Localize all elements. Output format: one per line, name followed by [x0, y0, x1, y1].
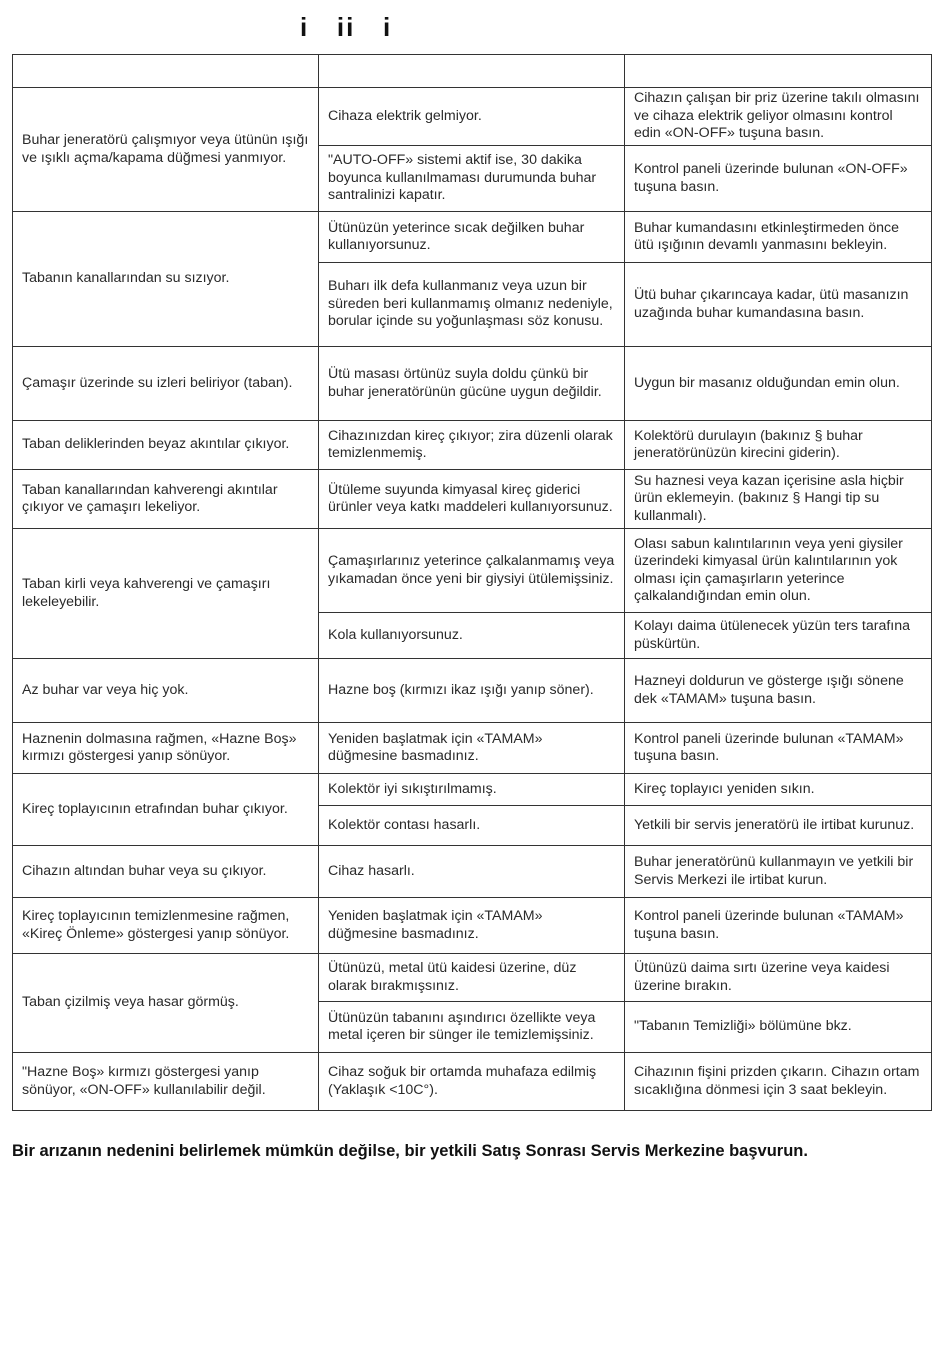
table-row [13, 659, 932, 723]
cause-cell: "AUTO-OFF» sistemi aktif ise, 30 dakika boyunca kullanılmaması durumunda buhar santralinizi kapatır. [319, 146, 625, 212]
solution-cell: Kireç toplayıcı yeniden sıkın. [625, 774, 932, 806]
cause-cell: Ütünüzü, metal ütü kaidesi üzerine, düz olarak bırakmışsınız. [319, 954, 625, 1002]
table-row [13, 88, 932, 146]
problem-cell: Tabanın kanallarından su sızıyor. [13, 212, 319, 347]
table-row [13, 212, 932, 263]
header-row [13, 55, 932, 88]
cause-cell: Cihaz soğuk bir ortamda muhafaza edilmiş (Yaklaşık <10C°). [319, 1053, 625, 1111]
cause-cell: Cihazınızdan kireç çıkıyor; zira düzenli olarak temizlenmemiş. [319, 421, 625, 470]
cause-cell: Kolektör contası hasarlı. [319, 806, 625, 846]
table-row [13, 846, 932, 898]
table-row [13, 347, 932, 421]
solution-cell: Buhar jeneratörünü kullanmayın ve yetkili bir Servis Merkezi ile irtibat kurun. [625, 846, 932, 898]
problem-cell: Taban çizilmiş veya hasar görmüş. [13, 954, 319, 1053]
solution-cell: Cihazın çalışan bir priz üzerine takılı olmasını ve cihaza elektrik geliyor olmasını kontrol edin «ON-OFF» tuşuna basın. [625, 88, 932, 146]
header-problem [13, 55, 319, 88]
cause-cell: Ütü masası örtünüz suyla doldu çünkü bir buhar jeneratörünün gücüne uygun değildir. [319, 347, 625, 421]
solution-cell: Ütünüzü daima sırtı üzerine veya kaidesi üzerine bırakın. [625, 954, 932, 1002]
problem-cell: Çamaşır üzerinde su izleri beliriyor (taban). [13, 347, 319, 421]
table-row [13, 421, 932, 470]
table-row [13, 529, 932, 613]
table-row [13, 470, 932, 529]
solution-cell: Cihazının fişini prizden çıkarın. Cihazın ortam sıcaklığına dönmesi için 3 saat bekleyin. [625, 1053, 932, 1111]
solution-cell: Uygun bir masanız olduğundan emin olun. [625, 347, 932, 421]
cause-cell: Çamaşırlarınız yeterince çalkalanmamış veya yıkamadan önce yeni bir giysiyi ütülemişsiniz. [319, 529, 625, 613]
solution-cell: Buhar kumandasını etkinleştirmeden önce ütü ışığının devamlı yanmasını bekleyin. [625, 212, 932, 263]
solution-cell: Hazneyi doldurun ve gösterge ışığı sönene dek «TAMAM» tuşuna basın. [625, 659, 932, 723]
solution-cell: Ütü buhar çıkarıncaya kadar, ütü masanızın uzağında buhar kumandasına basın. [625, 263, 932, 347]
table-row [13, 898, 932, 954]
solution-cell: "Tabanın Temizliği» bölümüne bkz. [625, 1002, 932, 1053]
cause-cell: Cihaz hasarlı. [319, 846, 625, 898]
problem-cell: Haznenin dolmasına rağmen, «Hazne Boş» kırmızı göstergesi yanıp sönüyor. [13, 723, 319, 774]
problem-cell: Kireç toplayıcının temizlenmesine rağmen, «Kireç Önleme» göstergesi yanıp sönüyor. [13, 898, 319, 954]
solution-cell: Kolayı daima ütülenecek yüzün ters tarafına püskürtün. [625, 613, 932, 659]
problem-cell: Kireç toplayıcının etrafından buhar çıkıyor. [13, 774, 319, 846]
problem-cell: Taban deliklerinden beyaz akıntılar çıkıyor. [13, 421, 319, 470]
table-row [13, 774, 932, 806]
problem-cell: Taban kirli veya kahverengi ve çamaşırı lekeleyebilir. [13, 529, 319, 659]
problem-cell: "Hazne Boş» kırmızı göstergesi yanıp sönüyor, «ON-OFF» kullanılabilir değil. [13, 1053, 319, 1111]
footer-note: Bir arızanın nedenini belirlemek mümkün değilse, bir yetkili Satış Sonrası Servis Merkezine başvurun. [12, 1142, 808, 1160]
cause-cell: Hazne boş (kırmızı ikaz ışığı yanıp söner). [319, 659, 625, 723]
table-row [13, 954, 932, 1002]
solution-cell: Kolektörü durulayın (bakınız § buhar jeneratörünüzün kirecini giderin). [625, 421, 932, 470]
solution-cell: Su haznesi veya kazan içerisine asla hiçbir ürün eklemeyin. (bakınız § Hangi tip su kullanmalı). [625, 470, 932, 529]
cause-cell: Buharı ilk defa kullanmanız veya uzun bir süreden beri kullanmamış olmanız nedeniyle, borular içinde su yoğunlaşması söz konusu. [319, 263, 625, 347]
solution-cell: Yetkili bir servis jeneratörü ile irtibat kurunuz. [625, 806, 932, 846]
problem-cell: Az buhar var veya hiç yok. [13, 659, 319, 723]
problem-cell: Buhar jeneratörü çalışmıyor veya ütünün ışığı ve ışıklı açma/kapama düğmesi yanmıyor. [13, 88, 319, 212]
problem-cell: Taban kanallarından kahverengi akıntılar çıkıyor ve çamaşırı lekeliyor. [13, 470, 319, 529]
problem-cell: Cihazın altından buhar veya su çıkıyor. [13, 846, 319, 898]
header-solution [625, 55, 932, 88]
table-row [13, 723, 932, 774]
page-title: i ii i [300, 12, 393, 42]
cause-cell: Cihaza elektrik gelmiyor. [319, 88, 625, 146]
cause-cell: Ütüleme suyunda kimyasal kireç giderici ürünler veya katkı maddeleri kullanıyorsunuz. [319, 470, 625, 529]
troubleshooting-table [12, 54, 932, 1111]
cause-cell: Kolektör iyi sıkıştırılmamış. [319, 774, 625, 806]
cause-cell: Kola kullanıyorsunuz. [319, 613, 625, 659]
solution-cell: Kontrol paneli üzerinde bulunan «TAMAM» tuşuna basın. [625, 723, 932, 774]
solution-cell: Kontrol paneli üzerinde bulunan «TAMAM» tuşuna basın. [625, 898, 932, 954]
cause-cell: Ütünüzün tabanını aşındırıcı özellikte veya metal içeren bir sünger ile temizlemişsiniz. [319, 1002, 625, 1053]
cause-cell: Yeniden başlatmak için «TAMAM» düğmesine basmadınız. [319, 723, 625, 774]
cause-cell: Yeniden başlatmak için «TAMAM» düğmesine basmadınız. [319, 898, 625, 954]
cause-cell: Ütünüzün yeterince sıcak değilken buhar kullanıyorsunuz. [319, 212, 625, 263]
header-cause [319, 55, 625, 88]
solution-cell: Olası sabun kalıntılarının veya yeni giysiler üzerindeki kimyasal ürün kalıntılarının yok olması için çamaşırların yeterince çalkalandığından emin olun. [625, 529, 932, 613]
solution-cell: Kontrol paneli üzerinde bulunan «ON-OFF» tuşuna basın. [625, 146, 932, 212]
table-row [13, 1053, 932, 1111]
